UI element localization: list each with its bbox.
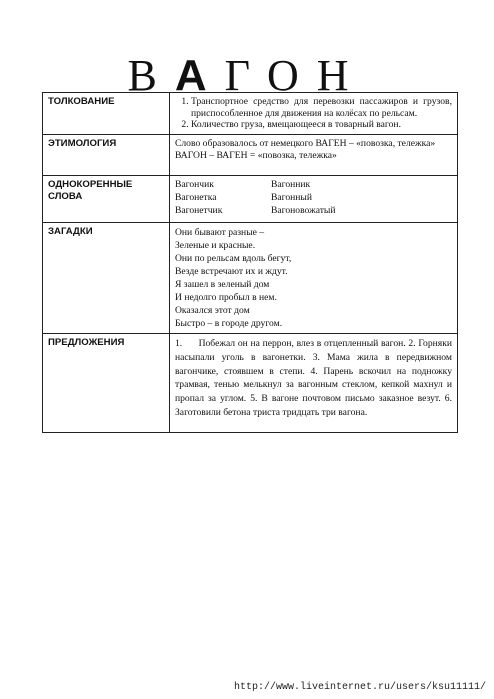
title-part-3: ГОН — [224, 51, 367, 100]
related-words-grid — [175, 179, 452, 216]
heading-riddles: ЗАГАДКИ — [43, 223, 170, 334]
riddle-line: Оказался этот дом — [175, 305, 250, 317]
row-definition — [43, 93, 458, 135]
riddle-line: Зеленые и красные. — [175, 240, 256, 252]
cell-riddles — [170, 223, 458, 334]
riddle-line: Они по рельсам вдоль бегут, — [175, 253, 292, 265]
related-word: Вагонетчик — [175, 204, 223, 216]
riddle-line: Везде встречают их и ждут. — [175, 266, 288, 278]
title-part-2: А — [174, 51, 225, 100]
row-etymology — [43, 135, 458, 176]
source-url: http://www.liveinternet.ru/users/ksu11111/ — [233, 682, 486, 693]
cell-related-words — [170, 176, 458, 223]
heading-sentences: ПРЕДЛОЖЕНИЯ — [43, 334, 170, 433]
row-riddles — [43, 223, 458, 334]
etymology-line: Слово образовалось от немецкого ВАГЕН – «повозка, тележка» — [175, 138, 436, 150]
title-part-1: В — [127, 51, 175, 100]
related-word: Вагонник — [271, 179, 311, 191]
cell-etymology — [170, 135, 458, 176]
definition-item: 1. Транспортное средство для перевозки пассажиров и грузов, приспособленное для движения на колёсах по рельсам. — [191, 96, 452, 119]
heading-related-words: ОДНОКОРЕННЫЕ СЛОВА — [43, 176, 170, 223]
riddle-line: Я зашел в зеленый дом — [175, 279, 270, 291]
related-word: Вагонетка — [175, 191, 217, 203]
related-word: Вагонный — [271, 191, 312, 203]
riddle-line: И недолго пробыл в нем. — [175, 292, 277, 304]
sentences-text: 1. Побежал он на перрон, влез в отцепленный вагон. 2. Горняки насыпали уголь в вагонетки. 3. Мама жила в передвижном вагончике, стоявшем в степи. 4. Парень вскочил на подножку трамвая, тенью мелькнул за вагонным стеклом, кепкой махнул и пропал за углом. 5. В вагоне почтовом письмо заказное везут. 6. Заготовили бетона триста тридцать три вагона. — [175, 338, 455, 418]
row-related-words — [43, 176, 458, 223]
related-word: Вагончик — [175, 179, 214, 191]
heading-etymology: ЭТИМОЛОГИЯ — [43, 135, 170, 176]
heading-definition: ТОЛКОВАНИЕ — [43, 93, 170, 135]
cell-definition — [170, 93, 458, 135]
word-info-table — [42, 92, 458, 433]
definition-list — [175, 96, 452, 131]
definition-item: 2. Количество груза, вмещающееся в товарный вагон. — [191, 119, 452, 131]
riddle-line: Они бывают разные – — [175, 227, 265, 239]
row-sentences — [43, 334, 458, 433]
etymology-line: ВАГОН – ВАГЕН = «повозка, тележка» — [175, 149, 337, 161]
riddle-line: Быстро – в городе другом. — [175, 318, 283, 330]
related-word: Вагоновожатый — [271, 204, 336, 216]
cell-sentences — [170, 334, 458, 433]
